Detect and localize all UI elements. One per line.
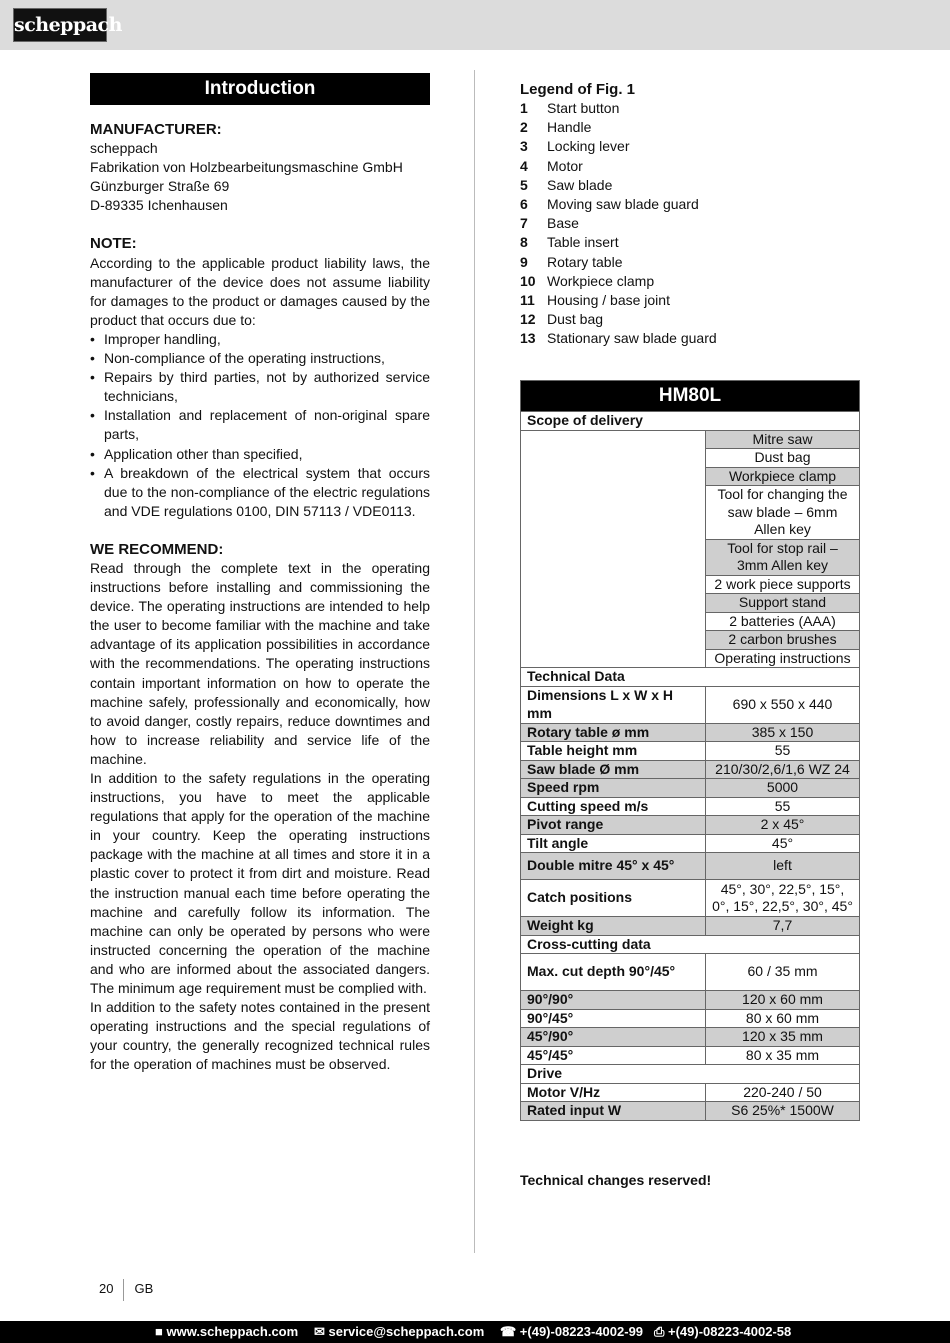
legend-number: 7 (520, 215, 528, 232)
note-heading: NOTE: (90, 235, 137, 253)
legend-label: Motor (547, 157, 583, 174)
scope-item: Operating instructions (706, 649, 860, 668)
recommend-paragraph: In addition to the safety regulations in the operating instructions, you have to meet the applicable regulations that apply for the operation of the machine in your country. Keep the operating instructions package with the machine at all times and store it in a plastic cover to protect it from dirt and moisture. Read the instruction manual each time before operating the machine and carefully follow its information. The machine can only be operated by persons who were instructed concerning the operation of the machine and who are informed about the associated dangers. The minimum age requirement must be complied with. (90, 770, 430, 997)
table-row (521, 834, 860, 853)
scope-item: Support stand (706, 594, 860, 613)
legend-item (520, 214, 860, 233)
manufacturer-line: scheppach (90, 140, 158, 157)
legend-item (520, 253, 860, 272)
legend-label: Rotary table (547, 253, 623, 270)
spec-value: 210/30/2,6/1,6 WZ 24 (706, 760, 860, 779)
spec-label: Table height mm (521, 742, 706, 761)
technical-changes-note: Technical changes reserved! (520, 1172, 712, 1188)
legend-label: Stationary saw blade guard (547, 330, 717, 347)
spec-label: Dimensions L x W x H mm (521, 686, 706, 723)
legend-item (520, 291, 860, 310)
list-item: • Installation and replacement of non-original spare parts, (90, 406, 430, 444)
legend-label: Saw blade (547, 176, 613, 193)
legend-item (520, 310, 860, 329)
legend-title: Legend of Fig. 1 (520, 81, 635, 98)
note-text: According to the applicable product liability laws, the manufacturer of the device does not assume liability for damages to the product or damages caused by the product that occurs due to: (90, 254, 430, 328)
left-column (90, 73, 430, 1075)
scope-item: Tool for stop rail – 3mm Allen key (706, 539, 860, 575)
list-item: • Repairs by third parties, not by authorized service technicians, (90, 368, 430, 406)
legend-number: 13 (520, 330, 536, 347)
website-link[interactable]: ■ www.scheppach.com (155, 1324, 299, 1339)
table-row (521, 954, 860, 991)
legend-label: Start button (547, 100, 620, 116)
recommend-paragraph: In addition to the safety notes contained in the present operating instructions and the special regulations of your country, the generally recognized technical rules for the operation of machines must be observed. (90, 999, 430, 1073)
spec-label: Weight kg (521, 917, 706, 936)
table-row (521, 742, 860, 761)
table-row (521, 723, 860, 742)
legend-label: Handle (547, 119, 592, 136)
legend-number: 8 (520, 234, 528, 251)
spec-label: Saw blade Ø mm (521, 760, 706, 779)
spec-label: Catch positions (521, 880, 706, 917)
fax-number: ⎙ +(49)-08223-4002-58 (654, 1324, 792, 1339)
cross-cutting-heading: Cross-cutting data (521, 935, 860, 954)
scope-blank-cell (521, 430, 706, 668)
legend-item (520, 195, 860, 214)
legend-item (520, 272, 860, 291)
scope-item: 2 carbon brushes (706, 631, 860, 650)
legend-list (520, 99, 860, 349)
legend-number: 12 (520, 311, 536, 328)
spec-value: 690 x 550 x 440 (706, 686, 860, 723)
spec-label: Cutting speed m/s (521, 797, 706, 816)
legend-number: 4 (520, 157, 528, 174)
scheppach-logo: scheppach (13, 8, 107, 42)
list-item: • Application other than specified, (90, 445, 430, 464)
spec-table (520, 380, 860, 1121)
table-row (521, 880, 860, 917)
legend-label: Dust bag (547, 311, 604, 328)
legend-label: Table insert (547, 234, 619, 251)
recommend-paragraph: Read through the complete text in the operating instructions before installing and commissioning the device. The operating instructions are intended to help the user to become familiar with the machine and take advantage of its application possibilities in accordance with the recommendations. The operating instructions contain important information on how to operate the machine safely, professionally and economically, how to avoid danger, costly repairs, reduce downtimes and how to increase reliability and service life of the machine. (90, 559, 430, 767)
table-row (521, 1009, 860, 1028)
recommend-heading: WE RECOMMEND: (90, 540, 224, 558)
table-row (521, 991, 860, 1010)
spec-value: 385 x 150 (706, 723, 860, 742)
manufacturer-line: D-89335 Ichenhausen (90, 197, 228, 214)
table-row (521, 686, 860, 723)
legend-item (520, 99, 860, 118)
manufacturer-heading: MANUFACTURER: (90, 121, 222, 138)
table-row (521, 1046, 860, 1065)
section-title-introduction: Introduction (90, 73, 430, 105)
legend-label: Housing / base joint (547, 292, 670, 309)
scope-item: Tool for changing the saw blade – 6mm Allen key (706, 486, 860, 540)
scope-item: 2 work piece supports (706, 575, 860, 594)
legend-label: Moving saw blade guard (547, 196, 699, 213)
spec-value: 80 x 35 mm (706, 1046, 860, 1065)
spec-value: 45°, 30°, 22,5°, 15°, 0°, 15°, 22,5°, 30°, 45° (706, 880, 860, 917)
spec-label: Speed rpm (521, 779, 706, 798)
table-row (521, 816, 860, 835)
list-item: • Improper handling, (90, 330, 430, 349)
manufacturer-line: Fabrikation von Holzbearbeitungsmaschine GmbH (90, 159, 403, 176)
list-item: • Non-compliance of the operating instructions, (90, 349, 430, 368)
legend-label: Base (547, 215, 579, 232)
page-separator (123, 1279, 124, 1301)
legend-item (520, 118, 860, 137)
spec-value: 55 (706, 797, 860, 816)
spec-label: Rated input W (521, 1102, 706, 1121)
model-header: HM80L (521, 381, 860, 412)
spec-label: Rotary table ø mm (521, 723, 706, 742)
legend-label: Locking lever (547, 138, 630, 155)
scope-item: Mitre saw (706, 430, 860, 449)
drive-heading: Drive (521, 1065, 860, 1084)
note-bullet-list (90, 330, 430, 521)
spec-value: 7,7 (706, 917, 860, 936)
spec-value: 120 x 60 mm (706, 991, 860, 1010)
scope-item: 2 batteries (AAA) (706, 612, 860, 631)
table-row (521, 779, 860, 798)
page-number: 20 (99, 1281, 114, 1297)
legend-label: Workpiece clamp (547, 272, 655, 289)
legend-item (520, 157, 860, 176)
spec-label: Pivot range (521, 816, 706, 835)
legend-block (520, 80, 860, 349)
spec-label: 45°/90° (521, 1028, 706, 1047)
spec-value: left (706, 853, 860, 880)
legend-item (520, 233, 860, 252)
manufacturer-line: Günzburger Straße 69 (90, 178, 230, 195)
table-row (521, 1102, 860, 1121)
spec-value: 45° (706, 834, 860, 853)
table-row (521, 1028, 860, 1047)
table-row (521, 853, 860, 880)
spec-value: 80 x 60 mm (706, 1009, 860, 1028)
legend-number: 9 (520, 253, 528, 270)
language-code: GB (134, 1281, 154, 1297)
legend-number: 1 (520, 100, 528, 116)
legend-number: 5 (520, 176, 528, 193)
legend-number: 10 (520, 272, 536, 289)
legend-number: 3 (520, 138, 528, 155)
table-row (521, 1083, 860, 1102)
spec-value: 60 / 35 mm (706, 954, 860, 991)
email-link[interactable]: ✉ service@scheppach.com (314, 1324, 485, 1339)
scope-item: Dust bag (706, 449, 860, 468)
spec-label: Double mitre 45° x 45° (521, 853, 706, 880)
spec-value: S6 25%* 1500W (706, 1102, 860, 1121)
table-row (521, 797, 860, 816)
legend-number: 2 (520, 119, 528, 136)
table-row (521, 760, 860, 779)
spec-label: 45°/45° (521, 1046, 706, 1065)
legend-item (520, 176, 860, 195)
legend-item (520, 329, 860, 348)
list-item: • A breakdown of the electrical system that occurs due to the non-compliance of the electric regulations and VDE regulations 0100, DIN 57113 / VDE0113. (90, 464, 430, 521)
spec-label: 90°/45° (521, 1009, 706, 1028)
phone-number: ☎ +(49)-08223-4002-99 (500, 1324, 644, 1339)
scope-item: Workpiece clamp (706, 467, 860, 486)
top-bar (0, 0, 950, 50)
legend-number: 11 (520, 292, 535, 309)
legend-item (520, 137, 860, 156)
column-divider (474, 70, 475, 1253)
spec-label: Motor V/Hz (521, 1083, 706, 1102)
spec-value: 5000 (706, 779, 860, 798)
spec-value: 2 x 45° (706, 816, 860, 835)
spec-value: 220-240 / 50 (706, 1083, 860, 1102)
spec-value: 55 (706, 742, 860, 761)
legend-number: 6 (520, 196, 528, 213)
spec-label: Tilt angle (521, 834, 706, 853)
contact-bar (0, 1321, 950, 1343)
spec-value: 120 x 35 mm (706, 1028, 860, 1047)
table-row (521, 917, 860, 936)
technical-data-heading: Technical Data (521, 668, 860, 687)
page-footer (99, 1279, 153, 1301)
spec-label: Max. cut depth 90°/45° (521, 954, 706, 991)
spec-label: 90°/90° (521, 991, 706, 1010)
scope-heading: Scope of delivery (521, 412, 860, 431)
